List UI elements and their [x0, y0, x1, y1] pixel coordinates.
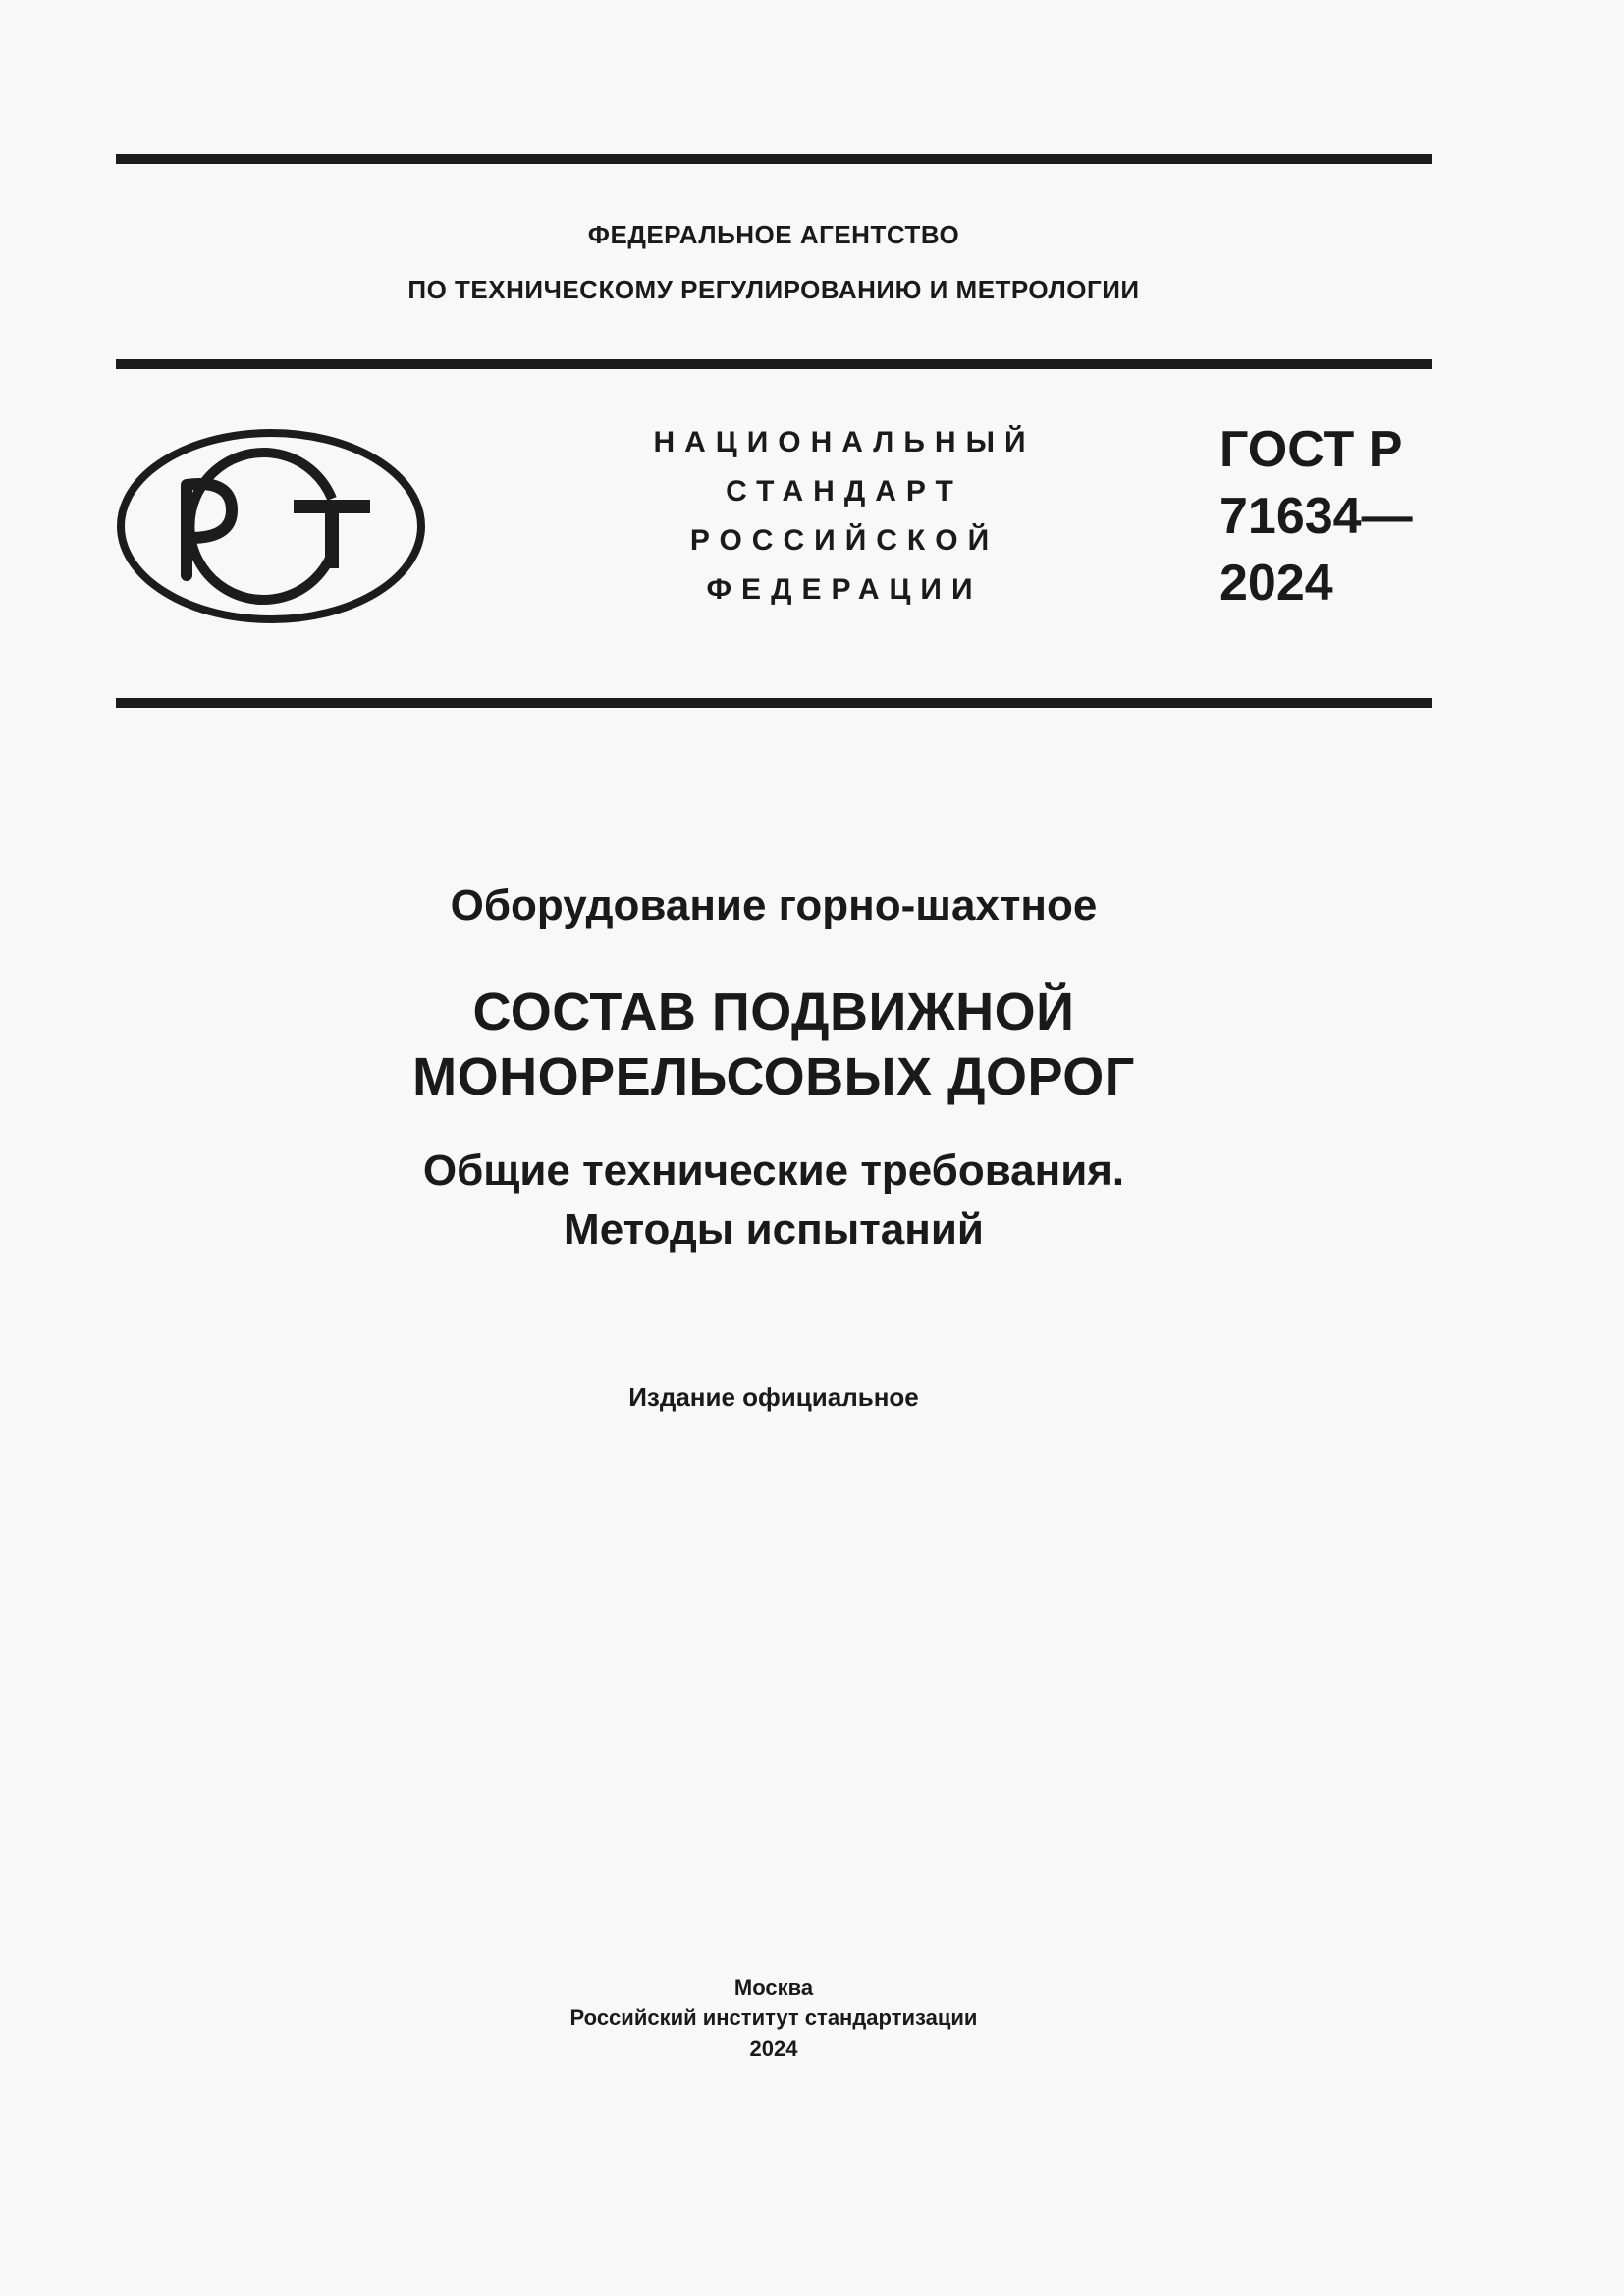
document-title-line-1: СОСТАВ ПОДВИЖНОЙ [472, 983, 1075, 1041]
edition-label: Издание официальное [628, 1382, 919, 1412]
standard-designation-line-2: 71634— [1219, 488, 1413, 545]
agency-line-1: ФЕДЕРАЛЬНОЕ АГЕНТСТВО [587, 220, 960, 249]
publisher-city: Москва [733, 1975, 814, 2000]
national-line-2: СТАНДАРТ [726, 475, 963, 507]
national-line-1: НАЦИОНАЛЬНЫЙ [653, 426, 1036, 458]
standard-designation-line-3: 2024 [1219, 555, 1333, 612]
national-line-4: ФЕДЕРАЦИИ [706, 573, 983, 606]
block-rule [116, 698, 1432, 708]
rst-logo-icon [116, 428, 426, 624]
document-subtitle: Оборудование горно-шахтное [450, 881, 1098, 930]
publisher-name: Российский институт стандартизации [569, 2005, 978, 2030]
standard-designation-line-1: ГОСТ Р [1219, 421, 1403, 478]
header-rule [116, 359, 1432, 369]
publication-year: 2024 [749, 2036, 798, 2060]
agency-line-2: ПО ТЕХНИЧЕСКОМУ РЕГУЛИРОВАНИЮ И МЕТРОЛОГИИ [407, 275, 1140, 304]
requirements-line-2: Методы испытаний [564, 1205, 984, 1254]
document-title-line-2: МОНОРЕЛЬСОВЫХ ДОРОГ [412, 1047, 1135, 1106]
national-line-3: РОССИЙСКОЙ [689, 524, 1000, 557]
top-rule [116, 154, 1432, 164]
requirements-line-1: Общие технические требования. [422, 1147, 1125, 1195]
